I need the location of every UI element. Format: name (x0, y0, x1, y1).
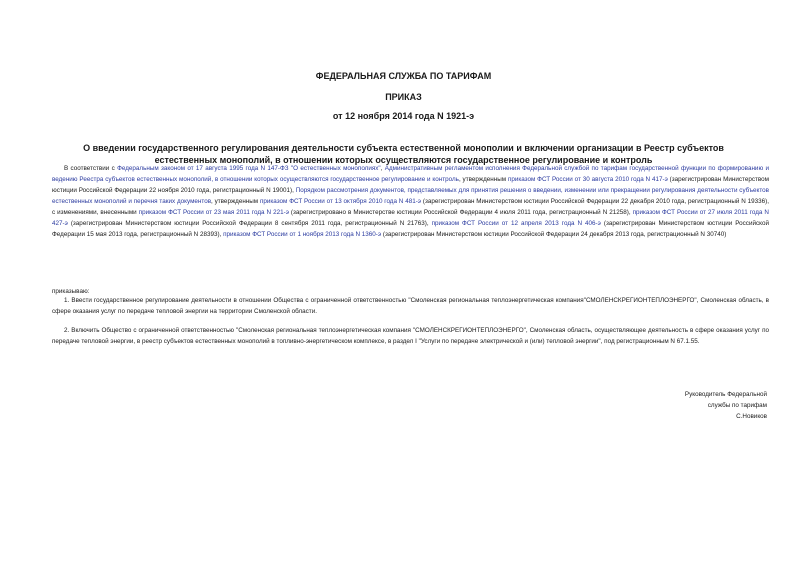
preamble-text-4: (зарегистрирован Министерством юстиции Российской Федерации 22 ноября 2010 года, регистрационный N 19001), (52, 176, 769, 194)
orders-label: приказываю: (52, 288, 90, 295)
preamble-text-10: (зарегистрирован Министерством юстиции Российской Федерации 24 декабря 2013 года, регистрационный N 30740) (381, 231, 727, 238)
signature-name: С.Новиков (736, 413, 767, 420)
agency-name: ФЕДЕРАЛЬНАЯ СЛУЖБА ПО ТАРИФАМ (315, 71, 492, 81)
preamble-text-5: , утвержденным (211, 198, 260, 205)
link-order-481[interactable]: приказом ФСТ России от 13 октября 2010 года N 481-э (259, 198, 422, 205)
preamble-text-6: (зарегистрирован Министерством юстиции Российской Федерации 22 декабря 2010 года, регистрационный N 19336), с изменениями, внесенными (52, 198, 769, 216)
document-title: О введении государственного регулирования деятельности субъекта естественной монополии и включении организации в Реестр субъектов естественных монополий, в отношении которых осуществляются государственное регулирование и контроль (83, 143, 724, 165)
preamble-text-7: (зарегистрировано в Министерстве юстиции Российской Федерации 4 июля 2011 года, регистрационный N 21258), (288, 209, 633, 216)
preamble-text-3: , утвержденным (458, 176, 508, 183)
document-date-number: от 12 ноября 2014 года N 1921-э (332, 111, 475, 121)
order-item-2: 2. Включить Общество с ограниченной ответственностью "Смоленская региональная теплоэнергетическая компания "СМОЛЕНСКРЕГИОНТЕПЛОЭНЕРГО", Смоленская область, осуществляющее деятельность в сфере оказания услуг по передаче тепловой энергии, в реестр субъектов естественных монополий в топливно-энергетическом комплексе, в раздел I "Услуги по передаче электрической и (или) тепловой энергии", под регистрационным N 67.1.55. (52, 327, 769, 345)
link-order-417[interactable]: приказом ФСТ России от 30 августа 2010 года N 417-э (507, 176, 668, 183)
signature-position-line2: службы по тарифам (707, 402, 767, 409)
preamble-text-1: В соответствии с (64, 165, 118, 172)
signature-position-line1: Руководитель Федеральной (684, 391, 767, 398)
preamble-paragraph (52, 163, 769, 240)
link-procedure[interactable]: Порядком рассмотрения документов, представляемых для принятия решения о введении, изменении или прекращении регулирования деятельности субъектов естественных монополий и перечня таких документов (52, 187, 769, 205)
preamble-text-9: (зарегистрирован Министерством юстиции Российской Федерации 15 мая 2013 года, регистрационный N 28393), (52, 220, 769, 238)
link-federal-law-147[interactable]: Федеральным законом от 17 августа 1995 года N 147-ФЗ "О естественных монополиях" (117, 165, 381, 172)
preamble-text-2: , (380, 165, 385, 172)
signature-block (685, 389, 767, 422)
link-order-221[interactable]: приказом ФСТ России от 23 мая 2011 года N 221-э (138, 209, 289, 216)
preamble-text-8: (зарегистрирован Министерством юстиции Российской Федерации 8 сентября 2011 года, регистрационный N 21763), (67, 220, 432, 227)
link-order-427[interactable]: приказом ФСТ России от 27 июля 2011 года N 427-э (52, 209, 769, 227)
link-admin-regulation[interactable]: Административным регламентом исполнения Федеральной службой по тарифам государственной функции по формированию и ведению Реестра субъектов естественных монополий, в отношении которых осуществляются государственное регулирование и контроль (52, 165, 769, 183)
link-order-406[interactable]: приказом ФСТ России от 12 апреля 2013 года N 406-э (431, 220, 601, 227)
link-order-1360[interactable]: приказом ФСТ России от 1 ноября 2013 года N 1360-э (223, 231, 382, 238)
document-type: ПРИКАЗ (385, 92, 422, 102)
order-item-1: 1. Ввести государственное регулирование деятельности в отношении Общества с ограниченной ответственностью "Смоленская региональная теплоэнергетическая компания"СМОЛЕНСКРЕГИОНТЕПЛОЭНЕРГО", Смоленская область, в сфере оказания услуг по передаче тепловой энергии на территории Смоленской области. (52, 297, 769, 315)
